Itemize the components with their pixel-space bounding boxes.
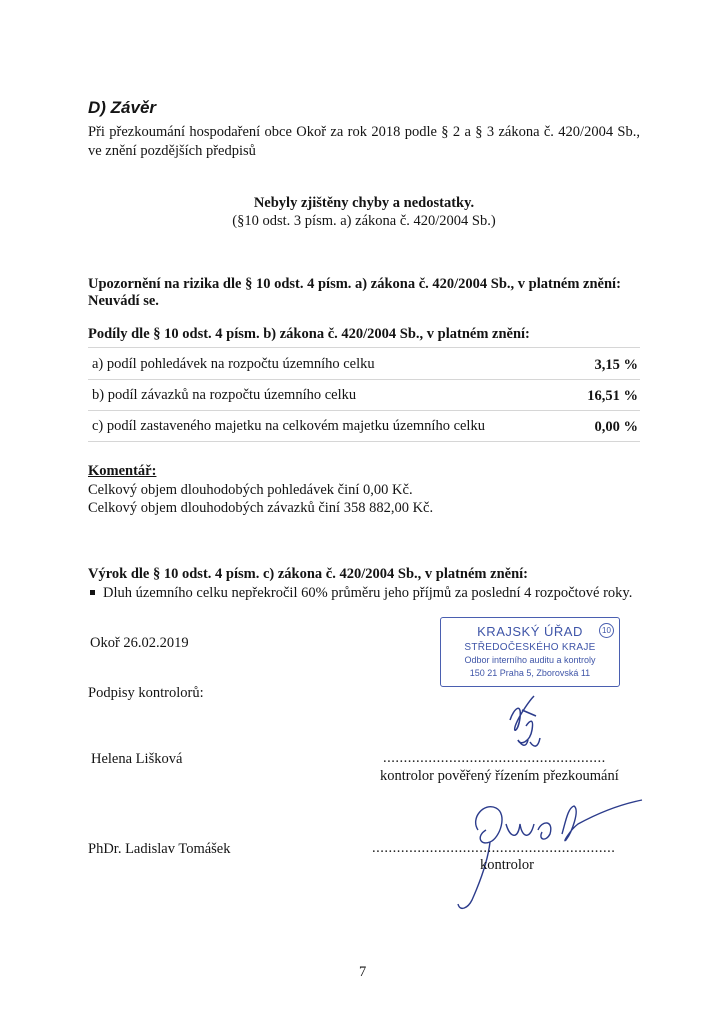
comment-line: Celkový objem dlouhodobých závazků činí 358 882,00 Kč.: [88, 500, 434, 516]
risks-value: Neuvádí se.: [88, 293, 159, 309]
share-value: 16,51 %: [587, 388, 638, 404]
finding-main: Nebyly zjištěny chyby a nedostatky.: [253, 195, 475, 211]
signatures-label: Podpisy kontrolorů:: [88, 685, 204, 701]
stamp-number: 10: [599, 623, 614, 638]
share-value: 3,15 %: [594, 357, 638, 373]
signer-role: kontrolor: [480, 857, 534, 873]
share-label: b) podíl závazků na rozpočtu územního celku: [92, 387, 357, 403]
stamp-line: Odbor interního auditu a kontroly: [464, 655, 596, 665]
signer-role: kontrolor pověřený řízením přezkoumání: [380, 768, 619, 784]
stamp-line: 150 21 Praha 5, Zborovská 11: [469, 668, 591, 678]
signature-dots: ......................................................: [383, 750, 606, 766]
page-number: 7: [359, 964, 367, 980]
intro-paragraph: Při přezkoumání hospodaření obce Okoř za rok 2018 podle § 2 a § 3 zákona č. 420/2004 Sb., ve znění pozdějších předpisů: [88, 124, 640, 159]
comment-line: Celkový objem dlouhodobých pohledávek činí 0,00 Kč.: [88, 482, 413, 498]
bullet-icon: [90, 590, 95, 595]
comment-title: Komentář:: [88, 463, 157, 479]
signer-name: Helena Lišková: [91, 751, 183, 767]
official-stamp: [440, 617, 620, 687]
heading-conclusion: D) Závěr: [88, 98, 157, 117]
share-label: a) podíl pohledávek na rozpočtu územního celku: [92, 356, 375, 372]
statement-bullet-text: Dluh územního celku nepřekročil 60% průměru jeho příjmů za poslední 4 rozpočtové roky.: [103, 585, 633, 601]
shares-title: Podíly dle § 10 odst. 4 písm. b) zákona č. 420/2004 Sb., v platném znění:: [88, 326, 530, 342]
finding-reference: (§10 odst. 3 písm. a) zákona č. 420/2004 Sb.): [232, 213, 496, 229]
stamp-line: KRAJSKÝ ÚŘAD: [477, 624, 583, 639]
shares-top-line: [88, 347, 640, 348]
statement-title: Výrok dle § 10 odst. 4 písm. c) zákona č. 420/2004 Sb., v platném znění:: [88, 566, 528, 582]
share-row-line: [88, 410, 640, 411]
place-date: Okoř 26.02.2019: [90, 635, 189, 651]
share-row-line: [88, 441, 640, 442]
statement-bullet: [88, 585, 632, 602]
signature-dots: ...........................................................: [372, 840, 616, 856]
share-value: 0,00 %: [594, 419, 638, 435]
signer-name: PhDr. Ladislav Tomášek: [88, 841, 231, 857]
share-row-line: [88, 379, 640, 380]
stamp-line: STŘEDOČESKÉHO KRAJE: [464, 642, 596, 653]
share-label: c) podíl zastaveného majetku na celkovém majetku územního celku: [92, 418, 485, 434]
risks-title: Upozornění na rizika dle § 10 odst. 4 písm. a) zákona č. 420/2004 Sb., v platném znění:: [88, 276, 621, 292]
